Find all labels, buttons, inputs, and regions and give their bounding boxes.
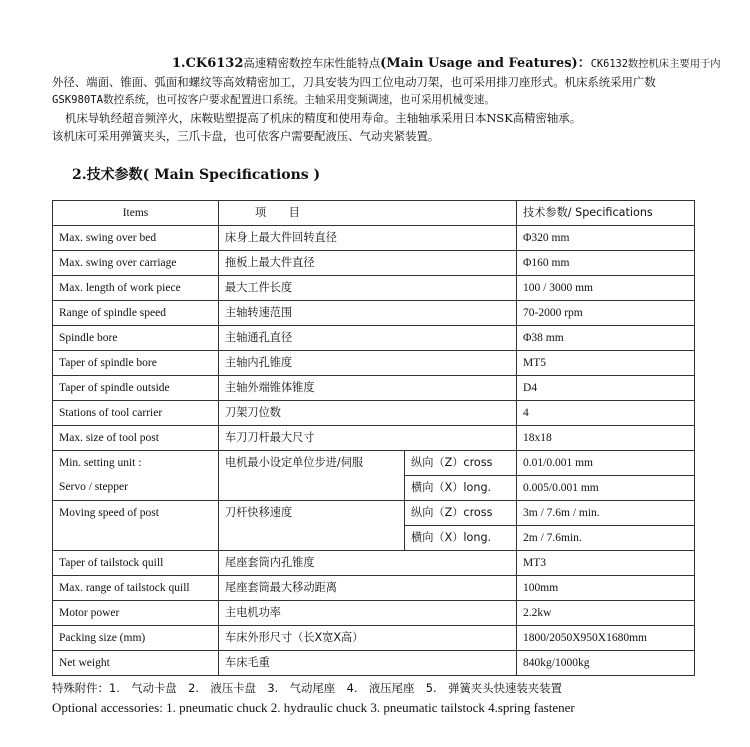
row-value: 1800/2050X950X1680mm [517, 626, 695, 651]
row-en: Spindle bore [53, 326, 219, 351]
table-header-row [53, 201, 695, 226]
row-value: Φ160 mm [517, 251, 695, 276]
moving-speed-sub-z: 纵向（Z）cross [405, 501, 517, 526]
setting-unit-en-line2: Servo / stepper [59, 481, 128, 493]
row-value: D4 [517, 376, 695, 401]
setting-unit-en [53, 451, 219, 501]
table-row [53, 276, 695, 301]
intro-line-5: 该机床可采用弹簧夹头，三爪卡盘，也可依客户需要配液压、气动夹紧装置。 [52, 129, 440, 143]
header-xiangmu: 项 目 [219, 201, 517, 226]
row-cn: 尾座套筒最大移动距离 [219, 576, 517, 601]
setting-unit-val-z: 0.01/0.001 mm [517, 451, 695, 476]
row-cn: 拖板上最大件直径 [219, 251, 517, 276]
row-value: 18x18 [517, 426, 695, 451]
table-row [53, 551, 695, 576]
row-en: Motor power [53, 601, 219, 626]
table-row [53, 376, 695, 401]
intro-line-1-tail: CK6132数控机床主要用于内 [590, 58, 721, 70]
row-en: Max. swing over carriage [53, 251, 219, 276]
intro-section [52, 54, 724, 145]
row-cn: 主电机功率 [219, 601, 517, 626]
row-en: Stations of tool carrier [53, 401, 219, 426]
table-row [53, 426, 695, 451]
moving-speed-val-x: 2m / 7.6min. [517, 526, 695, 551]
row-value: MT5 [517, 351, 695, 376]
section2-title: 2.技术参数( Main Specifications ) [72, 167, 321, 183]
table-row [53, 226, 695, 251]
row-cn: 床身上最大件回转直径 [219, 226, 517, 251]
row-cn: 车床外形尺寸（长X宽X高） [219, 626, 517, 651]
row-value: Φ320 mm [517, 226, 695, 251]
moving-speed-row [53, 501, 695, 526]
row-cn: 刀架刀位数 [219, 401, 517, 426]
row-en: Packing size (mm) [53, 626, 219, 651]
section1-number: 1.CK6132 [172, 56, 244, 71]
spec-table [52, 200, 695, 676]
row-en: Taper of tailstock quill [53, 551, 219, 576]
row-cn: 主轴通孔直径 [219, 326, 517, 351]
moving-speed-sub-x: 横向（X）long. [405, 526, 517, 551]
row-value: Φ38 mm [517, 326, 695, 351]
table-row [53, 626, 695, 651]
moving-speed-cn: 刀杆快移速度 [219, 501, 405, 551]
row-value: 100 / 3000 mm [517, 276, 695, 301]
intro-line-4: 机床导轨经超音频淬火，床鞍贴塑提高了机床的精度和使用寿命。主轴轴承采用日本NSK高精密轴承。 [65, 111, 582, 125]
header-params: 技术参数/ Specifications [517, 201, 695, 226]
row-en: Max. range of tailstock quill [53, 576, 219, 601]
row-cn: 尾座套筒内孔锥度 [219, 551, 517, 576]
intro-line-1 [52, 54, 724, 73]
table-row [53, 251, 695, 276]
setting-unit-row [53, 451, 695, 476]
table-row [53, 301, 695, 326]
setting-unit-cn: 电机最小设定单位步进/伺服 [219, 451, 405, 501]
setting-unit-en-line1: Min. setting unit : [59, 457, 142, 469]
row-en: Max. size of tool post [53, 426, 219, 451]
row-cn: 车床毛重 [219, 651, 517, 676]
row-en: Net weight [53, 651, 219, 676]
header-items: Items [53, 201, 219, 226]
row-en: Max. length of work piece [53, 276, 219, 301]
row-cn: 主轴内孔锥度 [219, 351, 517, 376]
table-row [53, 576, 695, 601]
table-row [53, 326, 695, 351]
row-cn: 最大工件长度 [219, 276, 517, 301]
row-cn: 车刀刀杆最大尺寸 [219, 426, 517, 451]
setting-unit-sub-x: 横向（X）long. [405, 476, 517, 501]
moving-speed-val-z: 3m / 7.6m / min. [517, 501, 695, 526]
row-en: Max. swing over bed [53, 226, 219, 251]
row-cn: 主轴转速范围 [219, 301, 517, 326]
intro-line-3: GSK980TA数控系统，也可按客户要求配置进口系统。主轴采用变频调速，也可采用机械变速。 [52, 94, 495, 106]
table-row [53, 651, 695, 676]
row-value: 840kg/1000kg [517, 651, 695, 676]
setting-unit-val-x: 0.005/0.001 mm [517, 476, 695, 501]
special-accessories-cn: 特殊附件：1. 气动卡盘 2. 液压卡盘 3. 气动尾座 4. 液压尾座 5. 弹簧夹头快速装夹装置 [52, 681, 562, 695]
row-value: 70-2000 rpm [517, 301, 695, 326]
row-en: Taper of spindle bore [53, 351, 219, 376]
section1-title-cn: 高速精密数控车床性能特点 [243, 56, 381, 70]
row-en: Range of spindle speed [53, 301, 219, 326]
row-value: 2.2kw [517, 601, 695, 626]
row-en: Taper of spindle outside [53, 376, 219, 401]
table-row [53, 601, 695, 626]
section1-title-en: (Main Usage and Features)： [380, 56, 591, 71]
row-value: 4 [517, 401, 695, 426]
moving-speed-en: Moving speed of post [53, 501, 219, 551]
optional-accessories-en: Optional accessories: 1. pneumatic chuck 2. hydraulic chuck 3. pneumatic tailstock 4.spring fastener [52, 700, 575, 715]
table-row [53, 401, 695, 426]
table-row [53, 351, 695, 376]
intro-line-2: 外径、端面、锥面、弧面和螺纹等高效精密加工，刀具安装为四工位电动刀架，也可采用排刀座形式。机床系统采用广数 [52, 75, 656, 89]
row-value: 100mm [517, 576, 695, 601]
row-value: MT3 [517, 551, 695, 576]
setting-unit-sub-z: 纵向（Z）cross [405, 451, 517, 476]
row-cn: 主轴外端锥体锥度 [219, 376, 517, 401]
